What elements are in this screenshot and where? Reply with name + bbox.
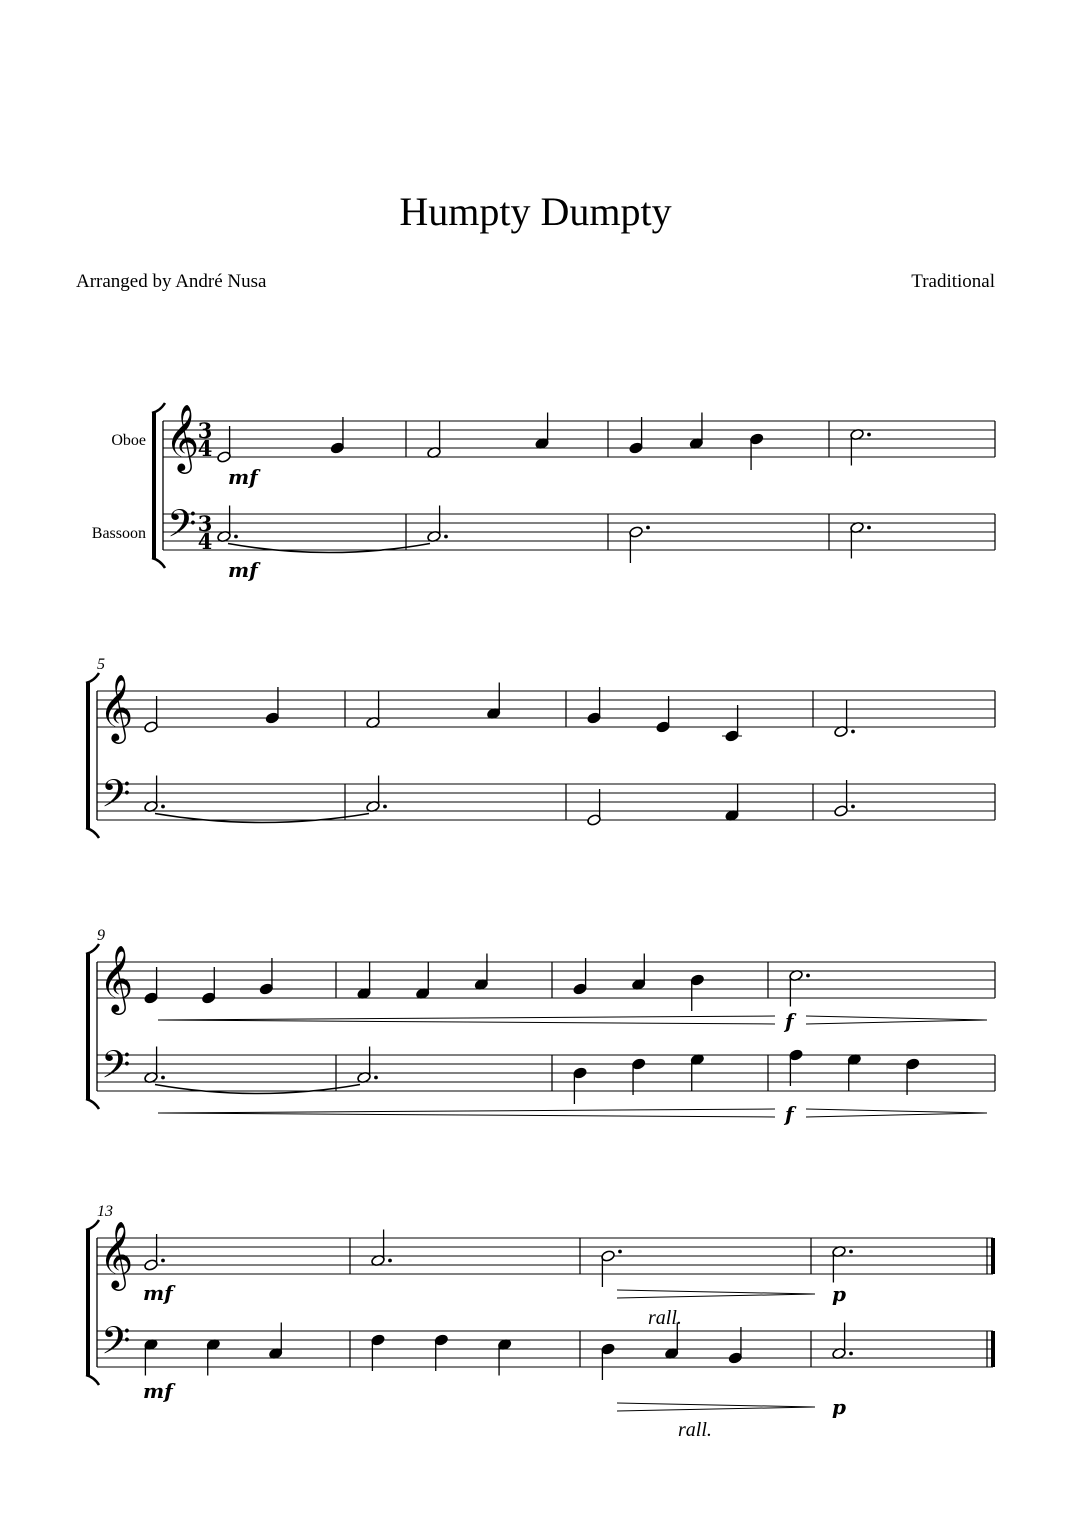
bass-clef: 𝄢 [101, 1318, 131, 1372]
bassoon-tie [228, 544, 430, 553]
oboe-note-dot [388, 1259, 392, 1263]
final-barline-thick [991, 1238, 995, 1274]
dynamic-mf: mf [143, 1281, 173, 1305]
crescendo-hairpin [158, 1109, 775, 1113]
bassoon-note-dot [851, 805, 855, 809]
bassoon-note-dot [444, 535, 448, 539]
system-bracket-top [152, 403, 165, 413]
oboe-note-dot [851, 730, 855, 734]
bass-clef: 𝄢 [101, 1042, 131, 1096]
bassoon-note-dot [234, 535, 238, 539]
bass-clef: 𝄢 [101, 771, 131, 825]
treble-clef: 𝄞 [99, 673, 134, 741]
oboe-note-dot [849, 1250, 853, 1254]
dynamic-mf: mf [228, 558, 258, 582]
time-signature-numerator: 3 [197, 511, 213, 536]
bassoon-note-dot [161, 805, 165, 809]
final-barline-thick [991, 1331, 995, 1367]
bassoon-note-dot [849, 1352, 853, 1356]
dynamic-p: p [832, 1395, 846, 1419]
diminuendo-hairpin [617, 1294, 815, 1298]
bassoon-tie [155, 1085, 360, 1094]
crescendo-hairpin [158, 1113, 775, 1117]
rall-marking: rall. [678, 1419, 712, 1441]
dynamic-mf: mf [143, 1379, 173, 1403]
system-bracket-bottom [152, 558, 165, 568]
dynamic-mf: mf [228, 465, 258, 489]
rall-marking: rall. [648, 1307, 682, 1329]
treble-clef: 𝄞 [99, 944, 134, 1012]
oboe-note-dot [618, 1250, 622, 1254]
measure-number: 5 [97, 656, 105, 673]
system-bracket [86, 954, 90, 1099]
system-bracket-bottom [86, 1375, 99, 1385]
dynamic-p: p [832, 1282, 846, 1306]
system-bracket-top [86, 673, 99, 683]
treble-clef: 𝄞 [165, 403, 200, 471]
diminuendo-hairpin [617, 1290, 815, 1294]
dynamic-f: f [785, 1009, 794, 1033]
score-title: Humpty Dumpty [399, 189, 672, 234]
composer-credit: Traditional [911, 271, 995, 292]
time-signature-denominator: 4 [197, 436, 213, 461]
instrument-label-oboe: Oboe [111, 432, 146, 449]
bassoon-note-dot [646, 526, 650, 530]
bassoon-note-dot [867, 526, 871, 530]
system-bracket [86, 683, 90, 828]
bass-clef: 𝄢 [167, 501, 197, 555]
oboe-note-dot [806, 974, 810, 978]
system-bracket [152, 413, 156, 558]
oboe-note-dot [867, 433, 871, 437]
instrument-label-bassoon: Bassoon [91, 525, 146, 542]
diminuendo-hairpin [617, 1403, 815, 1407]
bassoon-note-dot [161, 1076, 165, 1080]
diminuendo-hairpin [806, 1109, 987, 1113]
system-bracket-top [86, 1220, 99, 1230]
bassoon-note-dot [374, 1076, 378, 1080]
time-signature-numerator: 3 [197, 418, 213, 443]
system-bracket-top [86, 944, 99, 954]
diminuendo-hairpin [806, 1016, 987, 1020]
treble-clef: 𝄞 [99, 1220, 134, 1288]
diminuendo-hairpin [617, 1407, 815, 1411]
oboe-note-dot [161, 1259, 165, 1263]
system-bracket [86, 1230, 90, 1375]
measure-number: 13 [97, 1203, 113, 1220]
arranger-credit: Arranged by André Nusa [76, 271, 267, 292]
system-bracket-bottom [86, 828, 99, 838]
diminuendo-hairpin [806, 1113, 987, 1117]
crescendo-hairpin [158, 1016, 775, 1020]
diminuendo-hairpin [806, 1020, 987, 1024]
time-signature-denominator: 4 [197, 529, 213, 554]
measure-number: 9 [97, 927, 105, 944]
bassoon-note-dot [383, 805, 387, 809]
bassoon-tie [155, 814, 369, 823]
dynamic-f: f [785, 1102, 794, 1126]
crescendo-hairpin [158, 1020, 775, 1024]
system-bracket-bottom [86, 1099, 99, 1109]
